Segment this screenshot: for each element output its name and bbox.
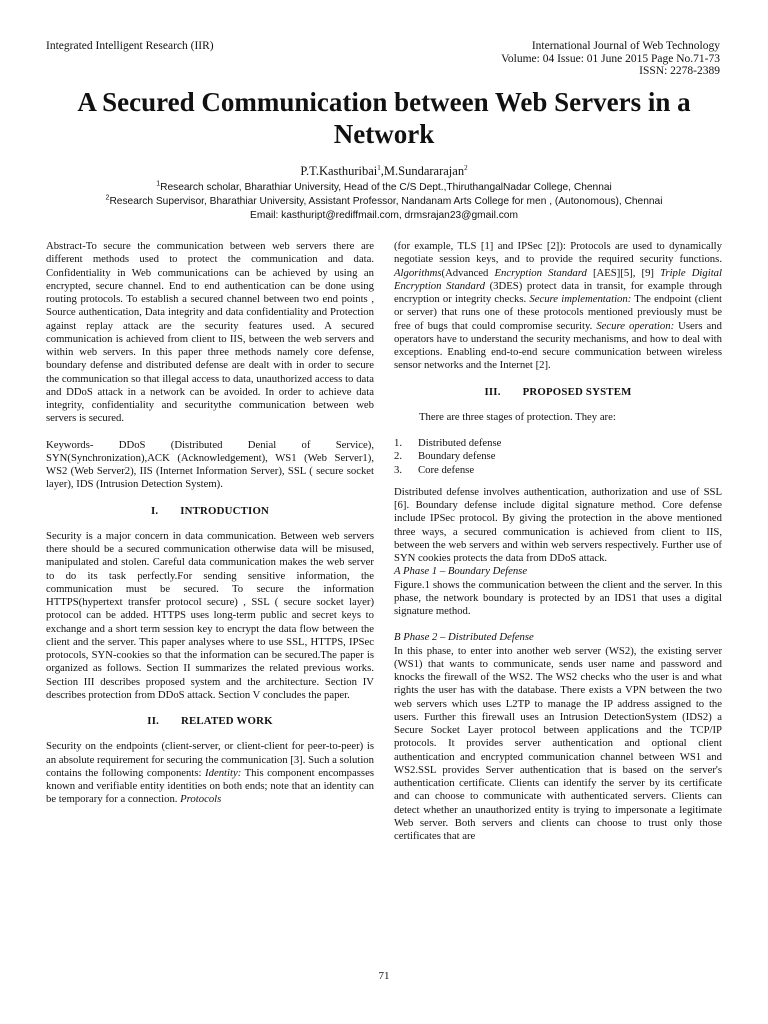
issn: ISSN: 2278-2389 — [639, 65, 720, 77]
affiliation-1 — [0, 182, 768, 194]
affiliation-2-sup: 2 — [105, 194, 110, 202]
phase-1-text: Figure.1 shows the communication between the client and the server. In this phase, the network boundary is protected by an IDS1 that uses a digital signature method. — [394, 578, 722, 617]
list-item — [394, 464, 722, 477]
subsection-heading-phase-2: B Phase 2 – Distributed Defense — [394, 631, 534, 644]
list-label: Distributed defense — [418, 437, 502, 449]
right-column — [394, 240, 722, 856]
author-1: P.T.Kasthuribai — [300, 164, 378, 178]
affiliation-2-text: Research Supervisor, Bharathiar University, Assistant Professor, Nandanam Arts College for men , (Autonomous), Chennai — [109, 196, 663, 207]
section-title: INTRODUCTION — [180, 504, 270, 517]
italic-term: Secure operation: — [596, 319, 675, 332]
section-number: I. — [150, 504, 159, 517]
volume-info: Volume: 04 Issue: 01 June 2015 Page No.71-73 — [501, 52, 720, 65]
section-title: PROPOSED SYSTEM — [522, 385, 632, 398]
affiliation-2 — [0, 196, 768, 208]
defense-list — [394, 437, 722, 477]
subsection-heading-phase-1: A Phase 1 – Boundary Defense — [394, 565, 528, 578]
list-number: 1. — [394, 437, 403, 449]
affiliation-1-sup: 1 — [156, 180, 161, 188]
list-item — [394, 437, 722, 450]
text-run: (for example, TLS [1] and IPSec [2]): Protocols are used to dynamically negotiate session keys, and to provide the required security functions. — [394, 240, 722, 266]
text-run: The endpoint (client or server) that runs one of these protocols mentioned previously must be free of bugs that could compromise security. — [394, 293, 723, 332]
left-column — [46, 240, 374, 820]
italic-term: Algorithms — [394, 266, 442, 279]
section-title: RELATED WORK — [181, 715, 273, 727]
related-work-text — [46, 740, 374, 806]
paper-title: A Secured Communication between Web Servers in a Network — [77, 87, 691, 149]
author-2-sup: 2 — [464, 163, 468, 172]
italic-term: Encryption Standard — [494, 266, 587, 279]
section-heading-proposed-system — [394, 386, 722, 399]
italic-term: Identity: — [205, 766, 242, 779]
text-run: Security on the endpoints (client-server, or client-client for peer-to-peer) is an absolute requirement for securing the communication [3]. Such a solution contains the following components: — [46, 740, 374, 779]
related-work-continued — [394, 240, 722, 373]
text-run: (3DES) protect data in transit, for example through encryption or integrity checks. — [394, 279, 722, 305]
text-run: [AES][5], [9] — [586, 266, 661, 279]
journal-name: International Journal of Web Technology — [531, 40, 720, 52]
proposed-paragraph: Distributed defense involves authentication, authorization and use of SSL [6]. Boundary defense include digital signature method. Core defense include IPSec protocol. By giving the protection in the above mentioned three ways, a secured communication is achieved from client to IIS, between the web servers and within web servers respectively. Further use of SYN cookies protects the data from DDoS attack. — [394, 485, 722, 564]
list-label: Core defense — [418, 463, 475, 476]
proposed-intro: There are three stages of protection. They are: — [419, 410, 616, 423]
text-run: Users and operators have to understand the security mechanisms, and how to deal with exceptions. Enabling end-to-end secure communication between wireless sensor networks and the Internet [2]. — [394, 319, 722, 372]
abstract: Abstract-To secure the communication between web servers there are different methods used to protect the communication and data. Confidentiality in Web communications can be achieved by using an encrypted, secure channel. End to end authentication can be done using routing protocols. To establish a secured channel between two end points , Source authentication, Data integrity and data confidentiality and Protection against replay attack are the security features used. A secured communication is achieved from client to IIS, between the web servers and within web servers. In this paper three methods namely core defense, boundary defense and distributed defense are dealt with in order to secure the communication so that illegal access to data, unauthorized access to data and DDoS attack in a network can be avoided. In order to achieve data integrity, confidentiality and securitythe communication between web servers is secured. — [46, 240, 374, 425]
email-line: Email: kasthuript@rediffmail.com, drmsrajan23@gmail.com — [250, 210, 518, 221]
phase-2-text: In this phase, to enter into another web server (WS2), the existing server (WS1) that wants to communicate, sends user name and password and knocks the firewall of the WS2. The WS2 checks who the user is and what rights the user has with the database. There exists a VPN between the two web servers which uses L2TP to manage the IP address assigned to the users. Further this firewall uses an Intrusion DetectionSystem (IDS2) a Secure Socket Layer protocol between applications and the TCP/IP protocols. It provides server authentication and optional client authentication and encrypted communication channel between WS1 and WS2.SSL provides Server authentication that is based on the server's authentication certificate. Clients can identify the server by its certificate and can choose to communicate with authenticated servers. Clients can detect whether an unauthorized entity is trying to impersonate a legitimate Web server. Both servers and clients can choose to trust only those certificates that are — [394, 644, 722, 842]
author-2: M.Sundararajan — [383, 164, 465, 178]
page-number: 71 — [378, 970, 390, 982]
author-line — [0, 164, 768, 178]
list-item — [394, 450, 722, 463]
text-run: (Advanced — [441, 266, 495, 279]
list-label: Boundary defense — [418, 450, 496, 463]
italic-term: Secure implementation: — [529, 293, 632, 305]
introduction-text: Security is a major concern in data communication. Between web servers there should be a secured communication otherwise data will be misused, manipulated and stolen. Careful data communication makes the web server to do its task perfectly.For sending sensitive information, the communication must be secured. To secure the information HTTPS(hypertext transfer protocol secure) , SSL ( secure socket layer) protocol can be added. HTTPS uses long-term public and secret keys to exchange and a short term session key to encrypt the data flow between the client and the server. This paper analyses where to use SSL, HTTPS, IPSec protocols, SYN-cookies so that the information can be secured.The paper is organized as follows. Section II summarizes the related previous works. Section III describes proposed system and the architecture. Section IV describes protection from DDoS attack. Section V concludes the paper. — [46, 529, 374, 701]
running-header-right — [501, 40, 720, 78]
text-run: This component encompasses known and verifiable entity identities on both ends; note that an identity can be temporary for a connection. — [46, 766, 374, 806]
author-1-sup: 1 — [377, 163, 381, 172]
running-header-left: Integrated Intelligent Research (IIR) — [46, 40, 214, 52]
keywords: Keywords- DDoS (Distributed Denial of Service), SYN(Synchronization),ACK (Acknowledgement), WS1 (Web Server1), WS2 (Web Server2), IIS (Internet Information Server), SSL ( secure socket layer), IDS (Intrusion Detection System). — [46, 438, 374, 491]
section-heading-introduction — [46, 505, 374, 518]
section-number: II. — [147, 715, 159, 727]
author-separator: , — [380, 164, 384, 178]
affiliation-1-text: Research scholar, Bharathiar University, Head of the C/S Dept.,ThiruthangalNadar College, Chennai — [160, 182, 612, 193]
list-number: 3. — [394, 463, 403, 476]
list-number: 2. — [394, 450, 403, 463]
italic-term: Triple Digital Encryption Standard — [394, 266, 722, 292]
section-heading-related-work — [46, 715, 374, 728]
italic-term: Protocols — [180, 793, 222, 806]
section-number: III. — [484, 385, 501, 398]
